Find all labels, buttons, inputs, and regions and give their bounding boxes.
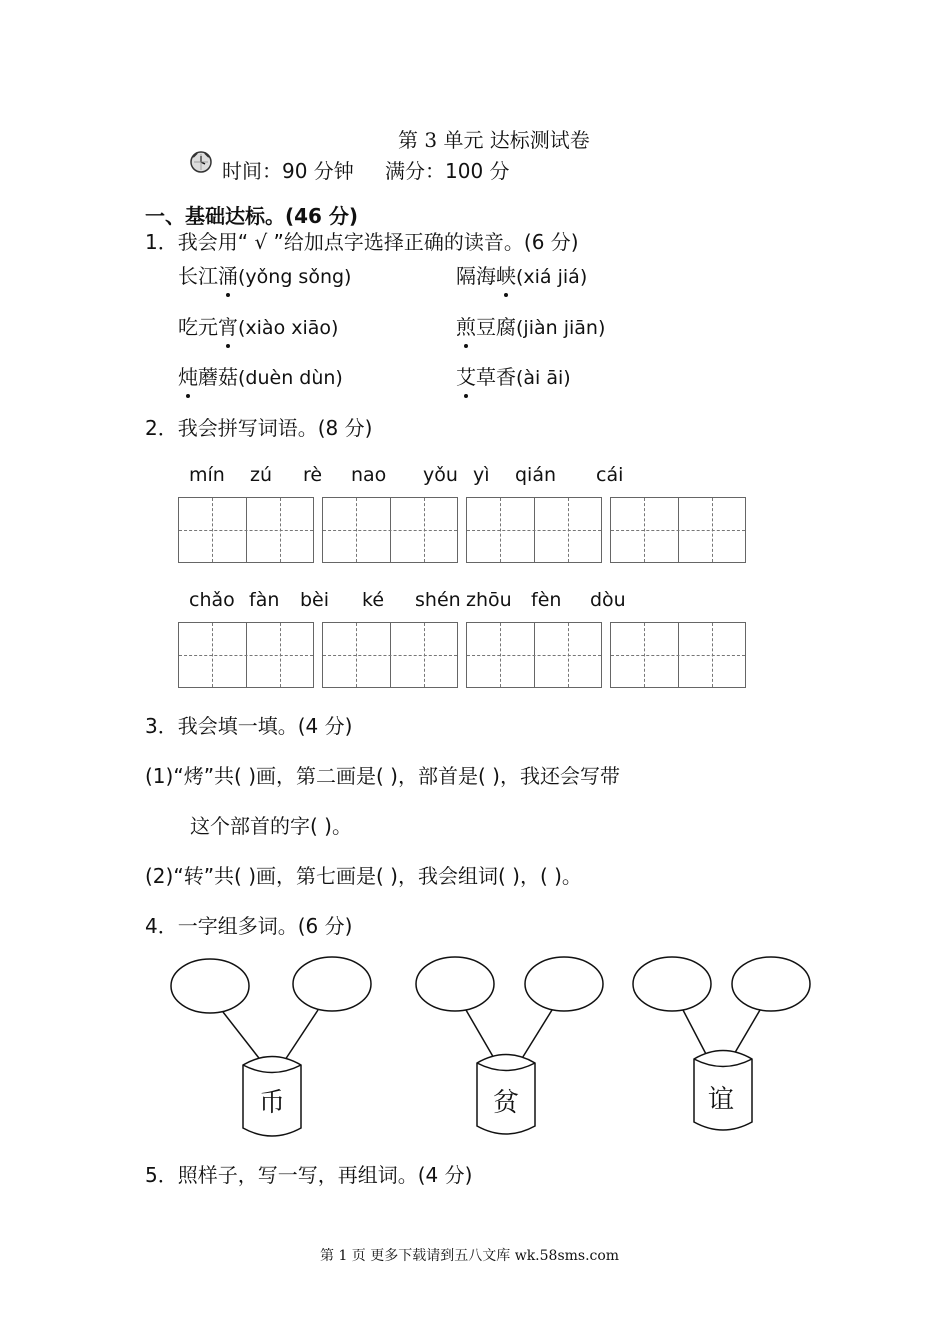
q1-item: 炖蘑菇(duèn dùn) <box>178 361 343 390</box>
question-4-prompt: 4．一字组多词。(6 分) <box>145 914 353 938</box>
q1-item: 吃元宵(xiào xiāo) <box>178 311 338 340</box>
pinyin: zhōu <box>466 589 512 611</box>
q1-item: 长江涌(yǒng sǒng) <box>178 260 351 289</box>
writing-grid[interactable] <box>466 497 602 563</box>
q1-item: 艾草香(ài āi) <box>456 361 571 390</box>
question-2-prompt: 2．我会拼写词语。(8 分) <box>145 416 373 440</box>
pinyin: fàn <box>249 589 280 611</box>
writing-grid[interactable] <box>178 497 314 563</box>
q3-line-3: (2)“转”共( )画，第七画是( )，我会组词( )，( )。 <box>145 864 582 888</box>
writing-grid[interactable] <box>322 622 458 688</box>
pinyin: shén <box>415 589 461 611</box>
cylinder-char: 贫 <box>492 1088 520 1118</box>
writing-grid[interactable] <box>610 497 746 563</box>
writing-grid[interactable] <box>322 497 458 563</box>
pinyin: fèn <box>531 589 562 611</box>
pinyin: nao <box>351 464 387 486</box>
score-label: 满分：100 分 <box>385 159 510 183</box>
pinyin: zú <box>250 464 273 486</box>
question-1-prompt: 1．我会用“ √ ”给加点字选择正确的读音。(6 分) <box>145 230 579 254</box>
pinyin: yǒu <box>423 464 458 486</box>
time-label: 时间：90 分钟 <box>222 159 354 183</box>
page-footer: 第 1 页 更多下载请到五八文库 wk.58sms.com <box>320 1248 620 1264</box>
writing-grid[interactable] <box>610 622 746 688</box>
page-title: 第 3 单元 达标测试卷 <box>398 128 590 152</box>
q1-item: 隔海峡(xiá jiá) <box>456 260 587 289</box>
question-3-prompt: 3．我会填一填。(4 分) <box>145 714 353 738</box>
section-heading: 一、基础达标。(46 分) <box>145 204 359 228</box>
clock-icon <box>188 148 214 174</box>
q3-line-1: (1)“烤”共( )画，第二画是( )，部首是( )，我还会写带 <box>145 764 620 788</box>
writing-grid[interactable] <box>466 622 602 688</box>
pinyin: cái <box>596 464 624 486</box>
cylinder-char: 谊 <box>707 1085 735 1115</box>
pinyin: rè <box>303 464 323 486</box>
q1-item: 煎豆腐(jiàn jiān) <box>456 311 605 340</box>
pinyin: mín <box>189 464 225 486</box>
pinyin: ké <box>362 589 385 611</box>
q3-line-2: 这个部首的字( )。 <box>190 814 352 838</box>
writing-grid[interactable] <box>178 622 314 688</box>
pinyin: bèi <box>300 589 330 611</box>
question-5-prompt: 5．照样子，写一写，再组词。(4 分) <box>145 1163 473 1187</box>
word-tree-diagram <box>0 940 950 1150</box>
pinyin: chǎo <box>189 589 235 611</box>
pinyin: yì <box>473 464 490 486</box>
pinyin: qián <box>515 464 557 486</box>
pinyin: dòu <box>590 589 626 611</box>
cylinder-char: 币 <box>258 1088 286 1118</box>
